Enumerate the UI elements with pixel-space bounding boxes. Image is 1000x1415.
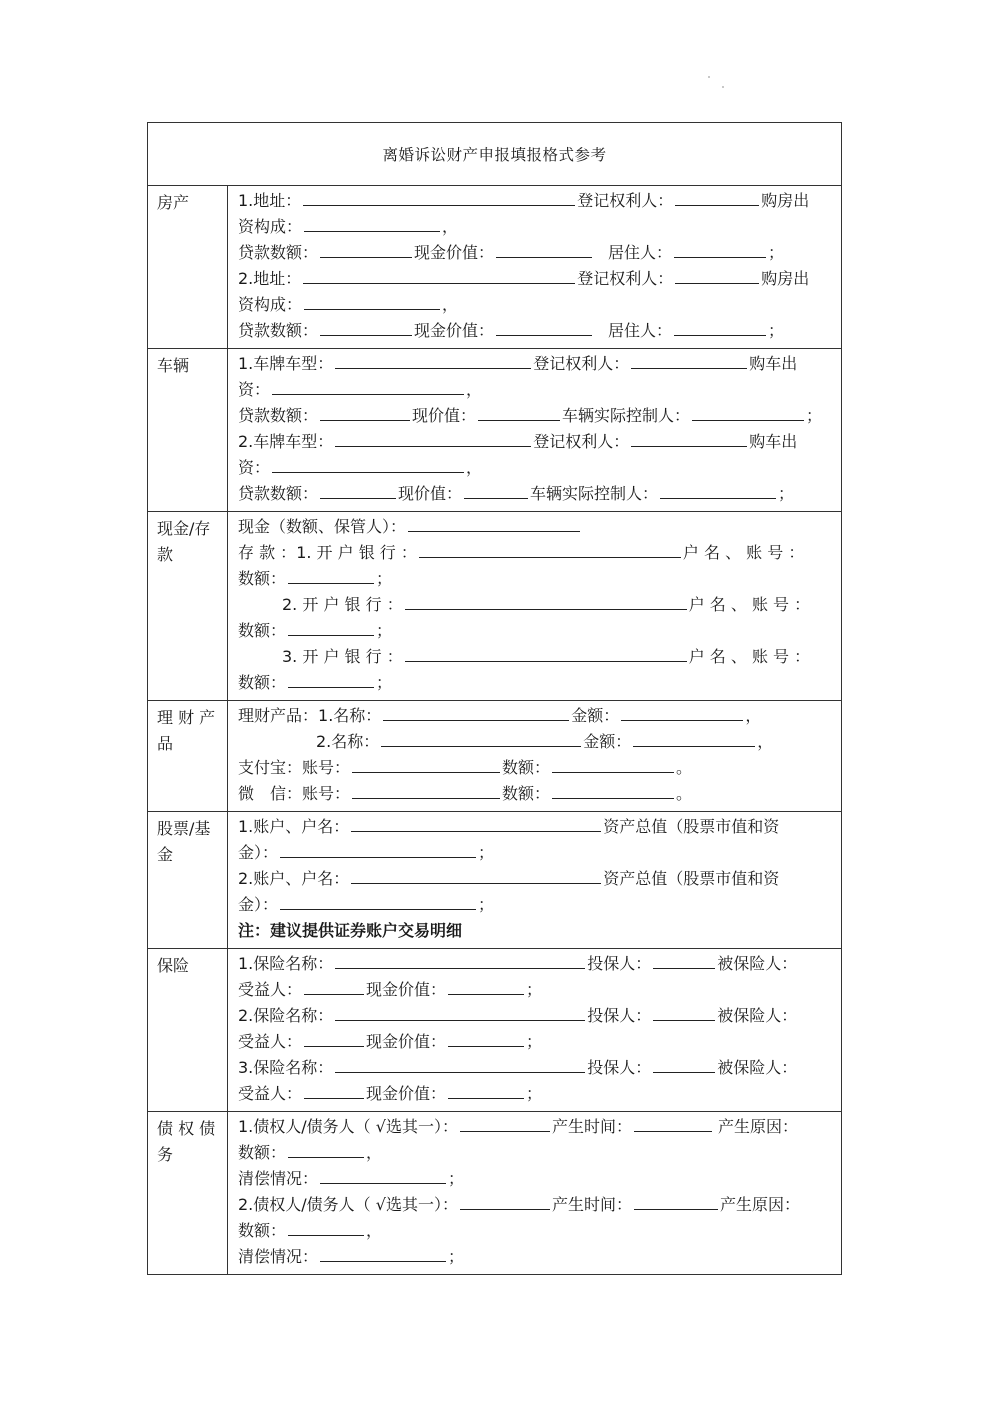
house2-loan-field[interactable]: [320, 318, 412, 336]
vehicle2-fund-field[interactable]: [272, 455, 464, 473]
section-label-finance: 理 财 产 品: [148, 701, 228, 812]
deposit3-amount-field[interactable]: [288, 670, 374, 688]
title-row: [148, 123, 842, 186]
section-debt: [148, 1112, 842, 1275]
deposit2-amount-field[interactable]: [288, 618, 374, 636]
section-label-cash: 现金/存 款: [148, 512, 228, 701]
scan-speck: [722, 86, 724, 88]
stock1-account-field[interactable]: [351, 814, 601, 832]
section-insurance: [148, 949, 842, 1112]
ins1-name-field[interactable]: [335, 951, 585, 969]
section-label-insurance: 保险: [148, 949, 228, 1112]
vehicle-fields: 1.车牌车型： 登记权利人： 购车出 资： ， 贷款数额： 现价值： 车辆实际控制人： ； 2.车牌车型： 登记权利人： 购车出 资： ， 贷款数额： 现价值： 车辆实际控制人： ；: [228, 349, 842, 512]
vehicle2-loan-field[interactable]: [320, 481, 396, 499]
section-label-debt: 债 权 债 务: [148, 1112, 228, 1275]
house2-owner-field[interactable]: [675, 266, 759, 284]
ins2-value-field[interactable]: [448, 1029, 524, 1047]
ins1-holder-field[interactable]: [653, 951, 715, 969]
ins3-name-field[interactable]: [335, 1055, 585, 1073]
cash-fields: 现金（数额、保管人）： 存 款 ：1. 开 户 银 行 ： 户 名 、 账 号 ： 数额： ； 2. 开 户 银 行 ： 户 名 、 账 号 ： 数额： ； 3. 开 户 银 行 ： 户 名 、 账 号 ： 数额： ；: [228, 512, 842, 701]
debt2-amount-field[interactable]: [288, 1218, 364, 1236]
ins3-holder-field[interactable]: [653, 1055, 715, 1073]
debt1-time-field[interactable]: [634, 1114, 712, 1132]
section-house: [148, 186, 842, 349]
section-stock: [148, 812, 842, 949]
debt2-repay-field[interactable]: [320, 1244, 446, 1262]
vehicle1-plate-field[interactable]: [335, 351, 531, 369]
insurance-fields: 1.保险名称： 投保人： 被保险人： 受益人： 现金价值： ； 2.保险名称： 投保人： 被保险人： 受益人： 现金价值： ； 3.保险名称： 投保人： 被保险人： 受益人： 现金价值： ；: [228, 949, 842, 1112]
section-cash: [148, 512, 842, 701]
debt2-party-field[interactable]: [460, 1192, 550, 1210]
debt1-party-field[interactable]: [460, 1114, 550, 1132]
vehicle2-value-field[interactable]: [464, 481, 528, 499]
product2-name-field[interactable]: [381, 729, 581, 747]
debt1-repay-field[interactable]: [320, 1166, 446, 1184]
stock2-total-field[interactable]: [280, 892, 476, 910]
scan-speck: [708, 76, 710, 78]
form-title: 离婚诉讼财产申报填报格式参考: [148, 123, 842, 186]
ins1-value-field[interactable]: [448, 977, 524, 995]
section-label-stock: 股票/基 金: [148, 812, 228, 949]
house1-owner-field[interactable]: [675, 188, 759, 206]
deposit3-bank-field[interactable]: [405, 644, 687, 662]
debt1-amount-field[interactable]: [288, 1140, 364, 1158]
ins2-beneficiary-field[interactable]: [304, 1029, 364, 1047]
stock-fields: 1.账户、户名： 资产总值（股票市值和资 金）： ； 2.账户、户名： 资产总值（股票市值和资 金）： ； 注：建议提供证券账户交易明细: [228, 812, 842, 949]
cash-holder-field[interactable]: [408, 514, 580, 532]
vehicle1-owner-field[interactable]: [631, 351, 747, 369]
product1-name-field[interactable]: [383, 703, 569, 721]
house1-loan-field[interactable]: [320, 240, 412, 258]
vehicle2-owner-field[interactable]: [631, 429, 747, 447]
product1-amount-field[interactable]: [621, 703, 743, 721]
vehicle1-value-field[interactable]: [478, 403, 560, 421]
house-fields: 1.地址： 登记权利人： 购房出 资构成： ， 贷款数额： 现金价值： 居住人： ； 2.地址： 登记权利人： 购房出 资构成： ， 贷款数额： 现金价值： 居住人： ；: [228, 186, 842, 349]
house1-fund-field[interactable]: [304, 214, 440, 232]
ins2-holder-field[interactable]: [653, 1003, 715, 1021]
stock1-total-field[interactable]: [280, 840, 476, 858]
deposit2-bank-field[interactable]: [405, 592, 687, 610]
wechat-amount-field[interactable]: [552, 781, 674, 799]
ins1-beneficiary-field[interactable]: [304, 977, 364, 995]
alipay-amount-field[interactable]: [552, 755, 674, 773]
finance-fields: 理财产品：1.名称： 金额： ， 2.名称： 金额： ， 支付宝：账号： 数额： 。 微 信：账号： 数额： 。: [228, 701, 842, 812]
section-finance: [148, 701, 842, 812]
stock-note: 注：建议提供证券账户交易明细: [238, 921, 463, 940]
ins2-name-field[interactable]: [335, 1003, 585, 1021]
section-label-vehicle: 车辆: [148, 349, 228, 512]
deposit1-amount-field[interactable]: [288, 566, 374, 584]
deposit1-bank-field[interactable]: [419, 540, 681, 558]
ins3-value-field[interactable]: [448, 1081, 524, 1099]
vehicle1-fund-field[interactable]: [272, 377, 464, 395]
house2-resident-field[interactable]: [674, 318, 766, 336]
stock2-account-field[interactable]: [351, 866, 601, 884]
section-vehicle: [148, 349, 842, 512]
house1-value-field[interactable]: [496, 240, 592, 258]
house1-address-field[interactable]: [303, 188, 575, 206]
vehicle2-plate-field[interactable]: [335, 429, 531, 447]
vehicle1-loan-field[interactable]: [320, 403, 410, 421]
debt-fields: 1.债权人/债务人（ √选其一）： 产生时间： 产生原因： 数额： ， 清偿情况： ； 2.债权人/债务人（ √选其一）： 产生时间： 产生原因： 数额： ， 清偿情况： ；: [228, 1112, 842, 1275]
house1-resident-field[interactable]: [674, 240, 766, 258]
section-label-house: 房产: [148, 186, 228, 349]
ins3-beneficiary-field[interactable]: [304, 1081, 364, 1099]
house2-fund-field[interactable]: [304, 292, 440, 310]
vehicle2-controller-field[interactable]: [660, 481, 776, 499]
product2-amount-field[interactable]: [633, 729, 755, 747]
wechat-account-field[interactable]: [352, 781, 500, 799]
house2-address-field[interactable]: [303, 266, 575, 284]
vehicle1-controller-field[interactable]: [692, 403, 804, 421]
debt2-time-field[interactable]: [634, 1192, 718, 1210]
alipay-account-field[interactable]: [352, 755, 500, 773]
property-declaration-form: [147, 122, 842, 1275]
house2-value-field[interactable]: [496, 318, 592, 336]
